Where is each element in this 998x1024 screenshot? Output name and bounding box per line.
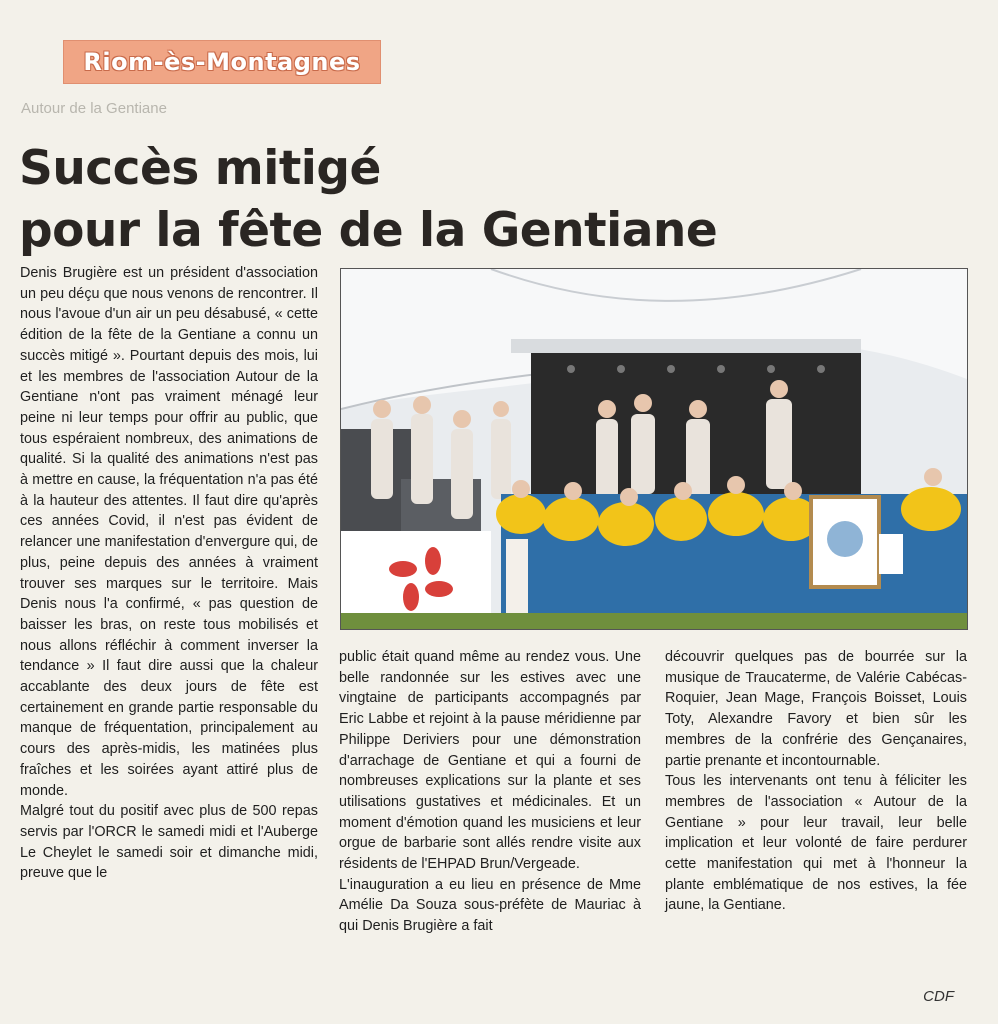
article-column-2 (339, 647, 641, 937)
location-label: Riom-ès-Montagnes (83, 48, 361, 76)
paragraph: L'inauguration a eu lieu en présence de Mme Amélie Da Souza sous-préfète de Mauriac à qui Denis Brugière a fait (339, 876, 641, 935)
photo-illustration (341, 269, 967, 629)
headline-line-2: pour la fête de la Gentiane (19, 203, 718, 258)
byline: CDF (923, 988, 954, 1005)
event-photo (340, 268, 968, 630)
headline (19, 138, 739, 262)
paragraph: découvrir quelques pas de bourrée sur la musique de Traucaterme, de Valérie Cabécas-Roquier, Jean Mage, François Boisset, Louis Toty, Alexandre Favory et bien sûr les membres de la confrérie des Gençanaires, partie prenante et incontournable. (665, 649, 967, 769)
paragraph: Denis Brugière est un président d'association un peu déçu que nous venons de rencontrer. Il nous l'avoue d'un air un peu désabusé, « cette édition de la fête de la Gentiane a connu un succès mitigé ». Pourtant depuis des mois, lui et les membres de l'association Autour de la Gentiane n'ont pas vraiment ménagé leur peine ni leur temps pour offrir au public, que tous espéraient nombreux, des animations de qualité. Si la qualité des animations n'est pas à mettre en cause, la fréquentation n'a pas été à la hauteur des attentes. Il faut dire qu'après ces années Covid, il n'est pas évident de relancer une manifestation d'envergure qui, de plus, peine depuis des années à vraiment trouver ses marques sur le territoire. Mais Denis nous l'a confirmé, « pas question de baisser les bras, on reste tous mobilisés et nous allons réfléchir à comment inverser la tendance » Il faut dire aussi que la chaleur accablante des deux jours de fête est certainement en grande partie responsable du manque de fréquentation, principalement au cours des après-midis, les matinées plus fraîches et les soirées ayant attiré plus de monde. (20, 265, 318, 799)
location-banner (63, 40, 381, 84)
article-column-1 (20, 263, 318, 884)
article-column-3 (665, 647, 967, 916)
paragraph: Tous les intervenants ont tenu à féliciter les membres de l'association « Autour de la Gentiane » pour leur travail, leur belle implication et leur volonté de faire perdurer cette manifestation qui met à l'honneur la plante emblématique de nos estives, la fée jaune, la Gentiane. (665, 773, 967, 914)
paragraph: public était quand même au rendez vous. Une belle randonnée sur les estives avec une vingtaine de participants accompagnés par Eric Labbe et rejoint à la pause méridienne par Philippe Deriviers pour une démonstration d'arrachage de Gentiane et qui a fourni de nombreuses explications sur la plante et ses utilisations gustatives et médicinales. Et un moment d'émotion quand les musiciens et leur orgue de barbarie sont allés rendre visite aux résidents de l'EHPAD Brun/Vergeade. (339, 649, 641, 873)
headline-line-1: Succès mitigé (19, 141, 381, 196)
paragraph: Malgré tout du positif avec plus de 500 repas servis par l'ORCR le samedi midi et l'Auberge Le Cheylet le samedi soir et dimanche midi, preuve que le (20, 803, 318, 882)
section-kicker: Autour de la Gentiane (21, 100, 167, 117)
